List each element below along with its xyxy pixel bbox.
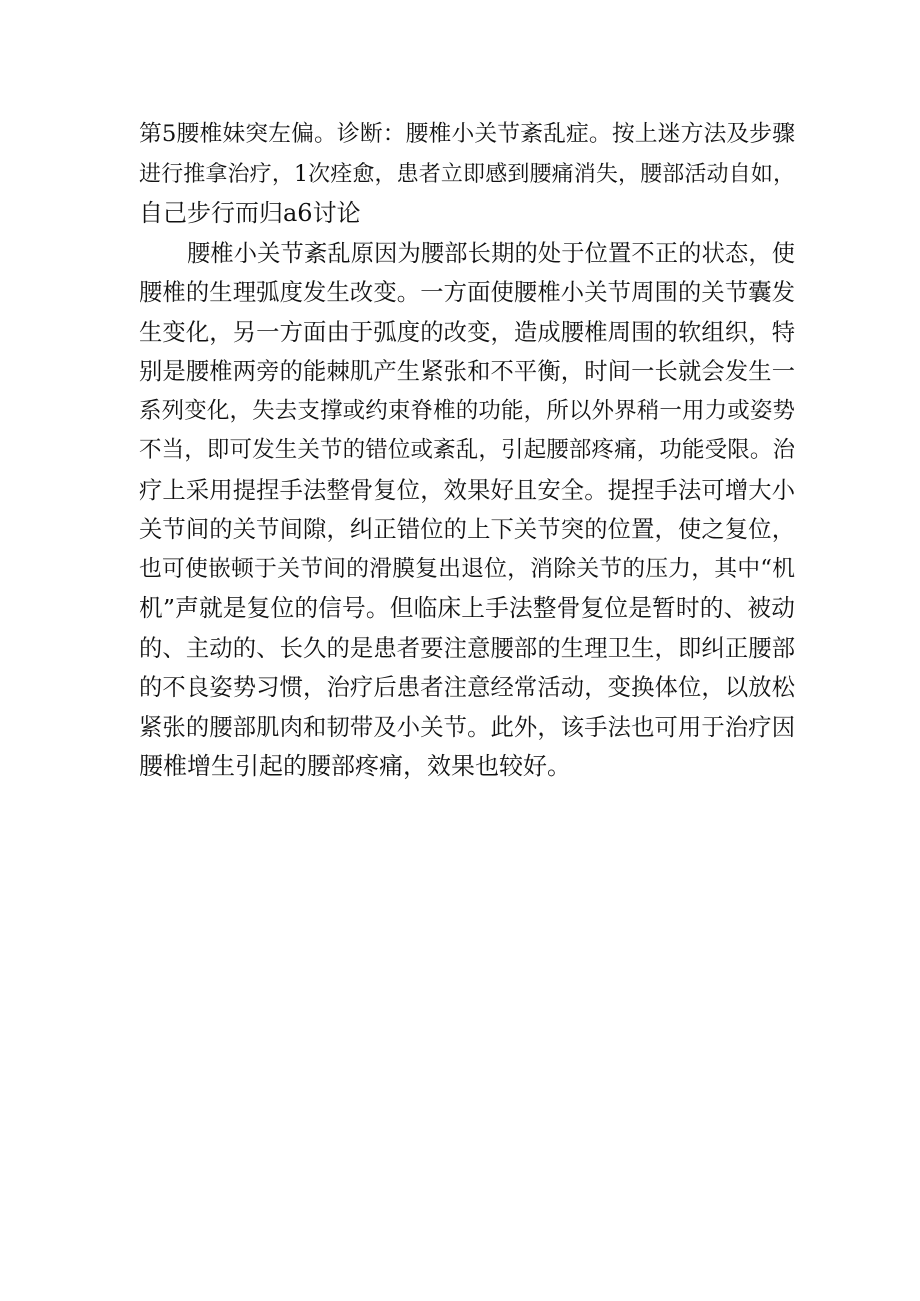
text-line: 的、主动的、长久的是患者要注意腰部的生理卫生，即纠正腰部	[139, 634, 795, 662]
text-line: 关节间的关节间隙，纠正错位的上下关节突的位置，使之复位，	[139, 516, 795, 543]
document-body	[139, 115, 795, 787]
text-line: 自己步行而归a6讨论	[139, 199, 361, 227]
text-line: 机”声就是复位的信号。但临床上手法整骨复位是暂时的、被动	[139, 594, 795, 622]
text-line: 疗上采用提捏手法整骨复位，效果好且安全。提捏手法可增大小	[139, 476, 795, 504]
text-line: 紧张的腰部肌肉和韧带及小关节。此外，该手法也可用于治疗因	[139, 713, 795, 741]
text-line: 系列变化，失去支撑或约束脊椎的功能，所以外界稍一用力或姿势	[139, 397, 795, 424]
text-line: 不当，即可发生关节的错位或紊乱，引起腰部疼痛，功能受限。治	[139, 437, 795, 463]
text-line: 的不良姿势习惯，治疗后患者注意经常活动，变换体位，以放松	[139, 674, 795, 701]
text-line: 腰椎增生引起的腰部疼痛，效果也较好。	[139, 752, 571, 780]
text-line: 生变化，另一方面由于弧度的改变，造成腰椎周围的软组织，特	[139, 318, 795, 346]
text-line: 别是腰椎两旁的能棘肌产生紧张和不平衡，时间一长就会发生一	[139, 358, 795, 385]
paragraph-discussion	[139, 234, 795, 787]
text-line: 也可使嵌顿于关节间的滑膜复出退位，消除关节的压力，其中“机	[139, 555, 795, 582]
text-line: 腰椎小关节紊乱原因为腰部长期的处于位置不正的状态，使	[187, 239, 795, 267]
text-line: 第5腰椎妹突左偏。诊断：腰椎小关节紊乱症。按上迷方法及步骤	[139, 121, 795, 147]
paragraph-case-result	[139, 115, 795, 234]
text-line: 进行推拿治疗，1次痊愈，患者立即感到腰痛消失，腰部活动自如，	[139, 161, 795, 187]
text-line: 腰椎的生理弧度发生改变。一方面使腰椎小关节周围的关节囊发	[139, 279, 795, 306]
